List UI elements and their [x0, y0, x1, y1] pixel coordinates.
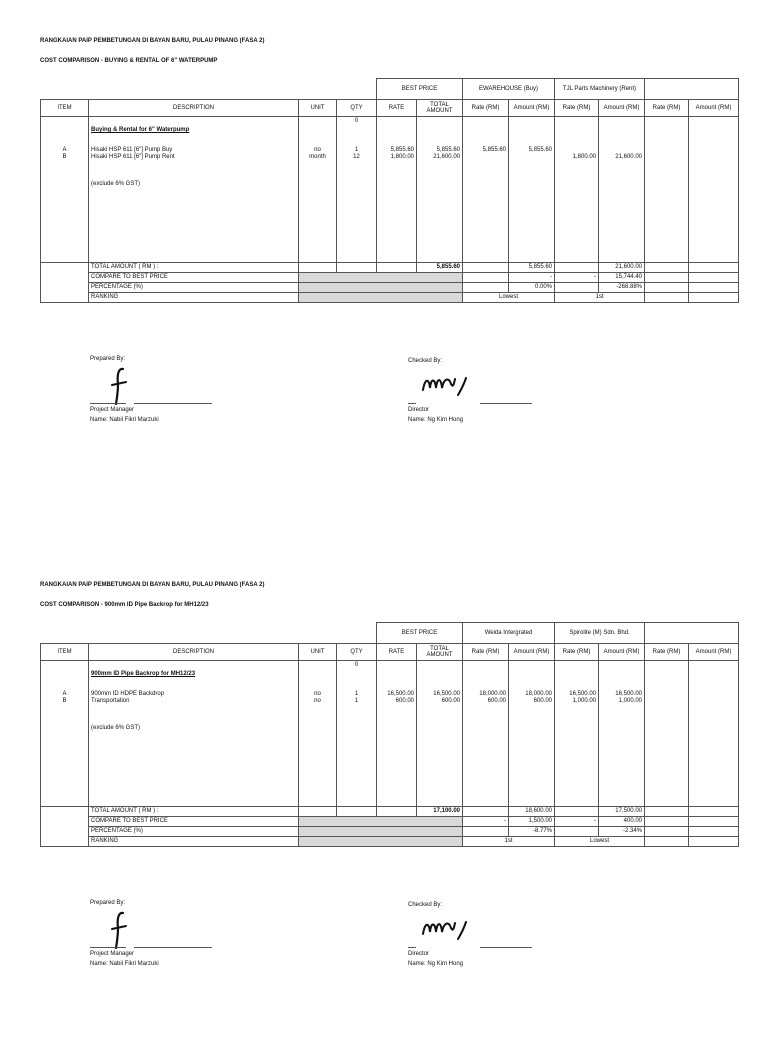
best-total: 16,500.00: [433, 691, 460, 697]
best-total-cell: [417, 661, 463, 807]
col-header-qty: QTY: [337, 644, 377, 661]
col-header-s3-rate: Rate (RM): [645, 644, 689, 661]
s2-amount: 21,600.00: [615, 154, 642, 160]
cost-comparison-section: [0, 0, 768, 512]
best-total-cell: [417, 117, 463, 263]
col-header-s1-amount: Amount (RM): [509, 644, 555, 661]
group-header-supplier-2: TJL Parts Machinery (Rent): [555, 79, 645, 100]
prepared-role: Project Manager: [90, 951, 135, 957]
s2-percentage: -268.88%: [599, 283, 645, 293]
item-unit: no: [314, 698, 321, 704]
checked-role: Director: [408, 407, 430, 413]
gst-note: (exclude 6% GST): [91, 725, 141, 731]
signature-line: [408, 403, 416, 404]
checked-name: Name: Ng Kim Hong: [408, 961, 464, 967]
checked-role: Director: [408, 951, 430, 957]
best-total: 5,855.60: [436, 147, 460, 153]
s1-amount-cell: [509, 117, 555, 263]
col-header-unit: UNIT: [299, 100, 337, 117]
s1-ranking: Lowest: [463, 293, 555, 303]
s2-rate: [557, 147, 596, 154]
s1-amount: 5,855.60: [528, 147, 552, 153]
s1-amount: 18,000.00: [525, 691, 552, 697]
group-header-supplier-3: [645, 623, 739, 644]
s2-amount: 1,000.00: [618, 698, 642, 704]
total-label: TOTAL AMOUNT ( RM ) :: [89, 807, 299, 817]
best-rate: 16,500.00: [387, 691, 414, 697]
s2-percentage: -2.34%: [599, 827, 645, 837]
s1-rate-cell: [463, 661, 509, 807]
best-rate: 1,800.00: [390, 154, 414, 160]
signature-line: [134, 403, 212, 404]
item-description: 900mm ID HDPE Backdrop: [91, 691, 165, 697]
group-header-best-price: BEST PRICE: [377, 623, 463, 644]
item-description: Hisaki HSP 611 [6"] Pump Buy: [91, 147, 173, 153]
group-header-supplier-1: Weida Intergrated: [463, 623, 555, 644]
s3-amount-cell: [689, 117, 739, 263]
col-header-description: DESCRIPTION: [89, 100, 299, 117]
s1-compare: 1,500.00: [509, 817, 555, 827]
comparison-subtitle: COST COMPARISON - 900mm ID Pipe Backrop for MH12/23: [40, 602, 209, 608]
s1-percentage: -8.77%: [509, 827, 555, 837]
item-unit: month: [309, 154, 326, 160]
best-rate-cell: [377, 661, 417, 807]
qty-zero: 0: [354, 118, 359, 124]
s2-rate: 16,500.00: [569, 691, 596, 697]
item-unit: no: [314, 691, 321, 697]
best-total: 21,600.00: [433, 154, 460, 160]
best-rate-cell: [377, 117, 417, 263]
description-cell: [89, 117, 299, 263]
compare-label: COMPARE TO BEST PRICE: [89, 273, 299, 283]
percentage-label: PERCENTAGE (%): [89, 283, 299, 293]
s2-compare: 15,744.40: [599, 273, 645, 283]
col-header-s2-amount: Amount (RM): [599, 100, 645, 117]
col-header-s2-rate: Rate (RM): [555, 100, 599, 117]
col-header-s3-rate: Rate (RM): [645, 100, 689, 117]
s3-amount-cell: [689, 661, 739, 807]
qty-cell: [337, 661, 377, 807]
s2-rate-cell: [555, 661, 599, 807]
prepared-name: Name: Nabil Fikri Marzuki: [90, 961, 159, 967]
prepared-role: Project Manager: [90, 407, 135, 413]
comparison-subtitle: COST COMPARISON - BUYING & RENTAL OF 6" WATERPUMP: [40, 58, 218, 64]
item-unit: no: [314, 147, 321, 153]
s1-rate: 600.00: [487, 698, 506, 704]
qty-cell: [337, 117, 377, 263]
item-cell: [41, 117, 89, 263]
prepared-by-label: Prepared By:: [90, 900, 126, 906]
qty-zero: 0: [354, 662, 359, 668]
col-header-unit: UNIT: [299, 644, 337, 661]
s2-amount: [601, 147, 642, 154]
project-manager-signature: [108, 910, 130, 950]
item-letter: A: [62, 691, 67, 697]
checked-name: Name: Ng Kim Hong: [408, 417, 464, 423]
col-header-description: DESCRIPTION: [89, 644, 299, 661]
prepared-by-label: Prepared By:: [90, 356, 126, 362]
signature-line: [408, 947, 416, 948]
signature-line: [90, 403, 126, 404]
item-qty: 12: [353, 154, 360, 160]
col-header-item: ITEM: [41, 100, 89, 117]
checked-by-label: Checked By:: [408, 358, 443, 364]
compare-label: COMPARE TO BEST PRICE: [89, 817, 299, 827]
cost-comparison-section: [0, 544, 768, 1056]
s2-compare-sign: -: [555, 817, 599, 827]
item-description: Hisaki HSP 611 [6"] Pump Rent: [91, 154, 175, 160]
s1-rate-cell: [463, 117, 509, 263]
s1-percentage: 0.00%: [509, 283, 555, 293]
description-cell: [89, 661, 299, 807]
group-header-supplier-3: [645, 79, 739, 100]
col-header-s1-amount: Amount (RM): [509, 100, 555, 117]
col-header-rate: RATE: [377, 100, 417, 117]
ranking-label: RANKING: [89, 293, 299, 303]
project-title: RANGKAIAN PAIP PEMBETUNGAN DI BAYAN BARU, PULAU PINANG (FASA 2): [40, 582, 265, 588]
s1-compare-sign: -: [463, 817, 509, 827]
unit-cell: [299, 117, 337, 263]
s1-total-sum: 18,600.00: [509, 807, 555, 817]
item-qty: 1: [354, 698, 359, 704]
s1-compare: -: [509, 273, 555, 283]
total-label: TOTAL AMOUNT ( RM ) :: [89, 263, 299, 273]
s1-amount-cell: [509, 661, 555, 807]
best-total-sum: 5,855.60: [417, 263, 463, 273]
s1-amount: 600.00: [533, 698, 552, 704]
s2-total-sum: 17,500.00: [599, 807, 645, 817]
unit-cell: [299, 661, 337, 807]
signature-line: [480, 403, 532, 404]
group-header-supplier-2: Spirolite (M) Sdn. Bhd.: [555, 623, 645, 644]
item-qty: 1: [354, 691, 359, 697]
s1-rate: 5,855.60: [482, 147, 506, 153]
s2-compare-sign: -: [555, 273, 599, 283]
group-header-supplier-1: EWAREHOUSE (Buy): [463, 79, 555, 100]
s2-rate: 1,000.00: [572, 698, 596, 704]
signature-line: [480, 947, 532, 948]
section-heading: Buying & Rental for 6" Waterpump: [91, 127, 190, 133]
col-header-s1-rate: Rate (RM): [463, 100, 509, 117]
s2-amount: 16,500.00: [615, 691, 642, 697]
s2-amount-cell: [599, 661, 645, 807]
item-letter: A: [62, 147, 67, 153]
item-letter: B: [62, 698, 67, 704]
best-rate: 600.00: [395, 698, 414, 704]
director-signature: [420, 914, 476, 942]
checked-by-label: Checked By:: [408, 902, 443, 908]
col-header-total-amount: TOTAL AMOUNT: [417, 100, 463, 117]
s2-ranking: 1st: [555, 293, 645, 303]
prepared-name: Name: Nabil Fikri Marzuki: [90, 417, 159, 423]
s2-rate-cell: [555, 117, 599, 263]
s3-rate-cell: [645, 661, 689, 807]
percentage-label: PERCENTAGE (%): [89, 827, 299, 837]
s2-rate: 1,800.00: [572, 154, 596, 160]
comparison-table: [40, 78, 739, 303]
signature-line: [90, 947, 126, 948]
item-description: Transportation: [91, 698, 130, 704]
col-header-s3-amount: Amount (RM): [689, 644, 739, 661]
col-header-qty: QTY: [337, 100, 377, 117]
best-rate: 5,855.60: [390, 147, 414, 153]
director-signature: [420, 370, 476, 398]
s1-rate: 18,000.00: [479, 691, 506, 697]
section-heading: 900mm ID Pipe Backrop for MH12/23: [91, 671, 196, 677]
s2-amount-cell: [599, 117, 645, 263]
s2-compare: 400.00: [599, 817, 645, 827]
col-header-s1-rate: Rate (RM): [463, 644, 509, 661]
item-qty: 1: [354, 147, 359, 153]
comparison-table: [40, 622, 739, 847]
col-header-rate: RATE: [377, 644, 417, 661]
gst-note: (exclude 6% GST): [91, 181, 141, 187]
signature-line: [134, 947, 212, 948]
best-total-sum: 17,100.00: [417, 807, 463, 817]
col-header-s2-rate: Rate (RM): [555, 644, 599, 661]
s1-compare-sign: [463, 273, 509, 283]
group-header-best-price: BEST PRICE: [377, 79, 463, 100]
project-manager-signature: [108, 366, 130, 406]
item-cell: [41, 661, 89, 807]
best-total: 600.00: [441, 698, 460, 704]
col-header-item: ITEM: [41, 644, 89, 661]
ranking-label: RANKING: [89, 837, 299, 847]
s2-total-sum: 21,600.00: [599, 263, 645, 273]
col-header-s3-amount: Amount (RM): [689, 100, 739, 117]
project-title: RANGKAIAN PAIP PEMBETUNGAN DI BAYAN BARU, PULAU PINANG (FASA 2): [40, 38, 265, 44]
col-header-s2-amount: Amount (RM): [599, 644, 645, 661]
item-letter: B: [62, 154, 67, 160]
col-header-total-amount: TOTAL AMOUNT: [417, 644, 463, 661]
s2-ranking: Lowest: [555, 837, 645, 847]
s3-rate-cell: [645, 117, 689, 263]
s1-total-sum: 5,855.60: [509, 263, 555, 273]
s1-ranking: 1st: [463, 837, 555, 847]
